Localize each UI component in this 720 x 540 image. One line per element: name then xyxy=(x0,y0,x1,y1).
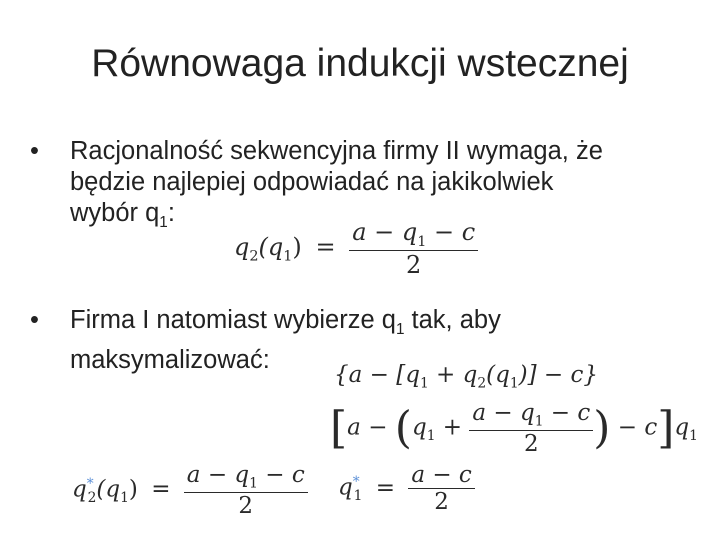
math-text: a − q xyxy=(472,400,535,426)
subscript: 1 xyxy=(534,413,544,430)
math-paren: ) xyxy=(292,232,302,261)
math-text: )] − c} xyxy=(518,362,598,388)
subscript: 1 xyxy=(159,214,168,232)
slide-title: Równowaga indukcji wstecznej xyxy=(91,42,629,85)
math-text: a − q xyxy=(186,462,250,488)
bullet-line: będzie najlepiej odpowiadać na jakikolwiek xyxy=(70,168,554,196)
math-text: a − q xyxy=(352,218,418,246)
bullet-dot: • xyxy=(30,306,39,334)
text-span: wybór q xyxy=(70,199,160,227)
subscript: 1 xyxy=(417,233,427,250)
left-bracket: [ xyxy=(330,402,348,454)
math-paren: ) xyxy=(128,476,138,503)
subscript: 2 xyxy=(249,248,259,265)
subscript: 1 xyxy=(249,475,258,492)
left-paren: ( xyxy=(394,402,412,454)
subscript: 1 xyxy=(283,248,293,265)
fraction-numerator xyxy=(349,218,478,250)
math-text: (q xyxy=(486,362,510,388)
bullet-line: Racjonalność sekwencyjna firmy II wymaga, że xyxy=(70,137,603,165)
text-span: tak, aby xyxy=(404,306,501,334)
math-var: q xyxy=(411,414,427,441)
math-text: + q xyxy=(428,362,478,388)
text-span: Firma I natomiast wybierze q xyxy=(70,306,396,334)
star-superscript: * xyxy=(352,473,360,490)
fraction xyxy=(184,462,308,519)
math-var: (q xyxy=(96,476,121,503)
bullet-line xyxy=(70,305,710,345)
math-text: + xyxy=(435,414,470,441)
fraction xyxy=(349,218,478,279)
formula-best-response xyxy=(234,218,478,279)
equals-sign: = xyxy=(375,474,396,501)
star-superscript: * xyxy=(86,475,94,492)
bullet-dot: • xyxy=(30,137,39,165)
equals-sign: = xyxy=(151,476,171,503)
fraction-numerator: a − c xyxy=(411,462,472,488)
right-bracket: ] xyxy=(657,402,675,454)
math-text: − c xyxy=(543,400,591,426)
subscript: 1 xyxy=(689,427,698,444)
fraction-numerator xyxy=(184,462,308,492)
math-text: a − xyxy=(347,414,395,441)
subscript: 1 xyxy=(395,321,405,339)
math-text: − c xyxy=(426,218,476,246)
formula-q2-star xyxy=(72,462,308,519)
subscript: 1 xyxy=(419,375,429,392)
math-var: q xyxy=(234,232,250,261)
math-var: q xyxy=(674,414,690,441)
fraction xyxy=(469,400,593,457)
subscript: 2 xyxy=(87,489,97,506)
math-var: q xyxy=(338,474,353,501)
subscript: 1 xyxy=(353,488,363,505)
fraction-denominator: 2 xyxy=(469,430,593,457)
subscript: 1 xyxy=(509,375,519,392)
subscript: 1 xyxy=(120,489,129,506)
formula-profit-substituted xyxy=(330,400,698,457)
bullet-line: maksymalizować: xyxy=(70,346,270,375)
fraction xyxy=(408,462,475,515)
fraction-numerator xyxy=(469,400,593,430)
math-var: (q xyxy=(258,232,284,261)
formula-profit xyxy=(334,362,598,392)
math-var: q xyxy=(72,476,87,503)
fraction-denominator: 2 xyxy=(408,488,475,515)
text-span: : xyxy=(167,199,175,227)
subscript: 1 xyxy=(426,427,436,444)
fraction-denominator: 2 xyxy=(349,250,478,279)
fraction-denominator: 2 xyxy=(184,492,308,519)
formula-q1-star xyxy=(338,462,475,515)
math-text: − c xyxy=(257,462,305,488)
right-paren: ) xyxy=(593,402,611,454)
math-text: − c xyxy=(610,414,658,441)
equals-sign: = xyxy=(315,232,336,261)
subscript: 2 xyxy=(477,375,487,392)
math-text: {a − [q xyxy=(334,362,420,388)
